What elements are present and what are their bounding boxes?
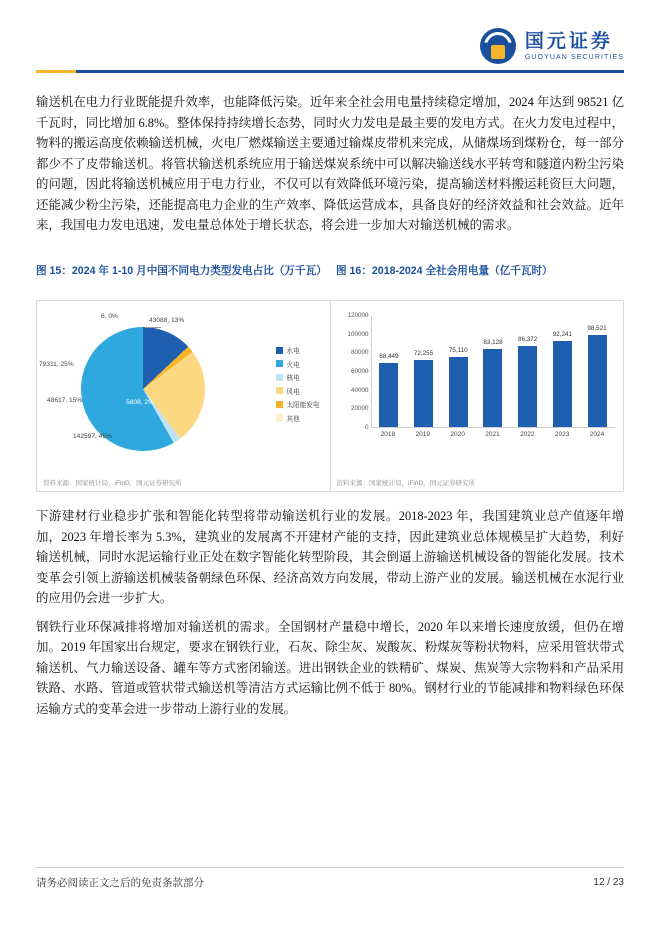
x-tick: 2024 — [589, 431, 605, 438]
figure-16-bar-chart — [331, 301, 624, 491]
bar-value-label: 72,255 — [413, 349, 434, 357]
pie-label-hydro: 43088, 13% — [149, 317, 185, 324]
x-tick: 2023 — [554, 431, 570, 438]
y-tick: 80000 — [350, 349, 369, 357]
bar-column — [547, 330, 577, 427]
logo-name-en: GUOYUAN SECURITIES — [524, 53, 624, 61]
figure-15-pie-chart — [37, 301, 331, 491]
legend-label: 太阳能发电 — [286, 402, 320, 409]
bar-plot — [371, 316, 615, 428]
bar-column — [443, 346, 473, 427]
y-tick: 0 — [364, 423, 369, 431]
legend-item — [276, 345, 320, 355]
legend-item — [276, 359, 320, 369]
x-tick: 2020 — [450, 431, 465, 438]
figure-captions — [36, 264, 624, 279]
pie-label-nuclear: 142597, 45% — [73, 433, 112, 440]
bar-series — [372, 316, 615, 427]
bar-value-label: 68,449 — [379, 353, 399, 361]
bar-value-label: 98,521 — [587, 325, 607, 332]
legend-swatch — [276, 414, 283, 421]
legend-label: 水电 — [286, 348, 300, 355]
legend-swatch — [276, 401, 283, 408]
bar-column — [374, 353, 404, 427]
legend-item — [276, 413, 320, 423]
pie-label-thermal: 5808, 2% — [126, 399, 154, 406]
bar — [518, 346, 537, 427]
x-tick: 2019 — [415, 431, 430, 438]
legend-label: 风电 — [286, 388, 300, 396]
figure-16-caption: 图 16：2018-2024 全社会用电量（亿千瓦时） — [336, 265, 553, 277]
y-tick: 60000 — [350, 367, 369, 375]
legend-swatch — [276, 360, 283, 367]
y-tick: 40000 — [350, 386, 369, 394]
y-tick: 20000 — [350, 405, 369, 413]
company-logo — [480, 28, 624, 64]
legend-swatch — [276, 374, 283, 381]
pie-leader-hydro — [145, 327, 161, 328]
figure-15-source: 资料来源：国家统计局，iFinD，国元证券研究所 — [43, 480, 182, 487]
x-axis-ticks — [371, 431, 615, 438]
x-tick: 2018 — [380, 431, 396, 438]
footer-disclaimer: 请务必阅读正文之后的免责条款部分 — [36, 878, 204, 889]
legend-swatch — [276, 347, 283, 354]
legend-item — [276, 372, 320, 382]
paragraph-2: 下游建材行业稳步扩张和智能化转型将带动输送机行业的发展。2018-2023 年，我国建筑业总产值逐年增加，2023 年增长率为 5.3%，建筑业的发展离不开建材产能的支持，因此建筑业总体规模呈扩大趋势，利好输送机械，同时水泥运输行业正处在数字智能化转型阶段，其会倒逼上游输送机械设备的智能化发展。技术变革会引领上游输送机械装备朝绿色环保、经济高效方向发展，带动上游产业的发展。输送机械在水泥行业的应用仍会进一步扩大。 — [36, 509, 624, 605]
legend-item — [276, 386, 320, 396]
guoyuan-circle-logo-icon — [480, 28, 516, 64]
bar — [483, 349, 502, 427]
header-divider — [36, 70, 624, 73]
pie-label-wind: 48617, 15% — [47, 397, 83, 404]
page-number: 12 / 23 — [593, 877, 624, 888]
x-tick: 2022 — [520, 431, 535, 438]
x-tick: 2021 — [485, 431, 500, 438]
y-tick: 120000 — [347, 312, 369, 319]
pie-label-other: 6, 0% — [101, 313, 118, 320]
bar-column — [513, 336, 543, 427]
y-tick: 100000 — [347, 330, 369, 338]
bar-column — [582, 325, 612, 427]
header-accent-bar — [36, 70, 76, 73]
paragraph-3: 钢铁行业环保减排将增加对输送机的需求。全国钢材产量稳中增长，2020 年以来增长速度放缓，但仍在增加。2019 年国家出台规定，要求在钢铁行业，石灰、除尘灰、炭酸灰、粉煤灰等粉状物料，应采用管状带式输送机、气力输送设备、罐车等方式密闭输送。进出钢铁企业的铁精矿、煤炭、焦炭等大宗物料和产品采用铁路、水路、管道或管状带式输送机等清洁方式运输比例不低于 80%。钢材行业的节能减排和物料绿色环保运输方式的变革会进一步带动上游行业的发展。 — [36, 619, 624, 716]
bar-chart-area — [331, 307, 624, 467]
page-footer — [36, 875, 624, 890]
logo-name-cn: 国元证券 — [524, 30, 613, 52]
body-bottom — [36, 506, 624, 725]
bar — [588, 335, 607, 427]
bar — [414, 360, 433, 427]
bar — [553, 341, 572, 427]
legend-label: 其他 — [286, 415, 300, 423]
charts-panel — [36, 300, 624, 492]
page-header — [0, 0, 660, 78]
bar-value-label: 86,372 — [518, 336, 538, 344]
bar-value-label: 75,110 — [448, 346, 468, 354]
footer-divider — [36, 867, 624, 868]
bar-column — [409, 349, 439, 427]
pie-area — [37, 301, 251, 471]
paragraph-1: 输送机在电力行业既能提升效率，也能降低污染。近年来全社会用电量持续稳定增加，2024 年达到 98521 亿千瓦时，同比增加 6.8%。整体保持持续增长态势，同时火力发电是最主要的发电方式。在火力发电过程中，物料的搬运高度依赖输送机械，火电厂燃煤输送主要通过输煤皮带机来完成，从储煤场到煤粉仓，每一部分都少不了皮带输送机。将管状输送机系统应用于输送煤炭系统中可以解决输送线水平转弯和隧道内粉尘污染的问题，因此将输送机械应用于电力行业，不仅可以有效降低环境污染，提高输送材料搬运耗资巨大问题，还能减少粉尘污染，还能提高电力企业的生产效率、降低运营成本，具备良好的经济效益和社会效益。近年来，我国电力发电迅速，发电量总体处于增长状态，将会进一步加大对输送机械的需求。 — [36, 95, 624, 232]
y-axis-ticks — [335, 313, 369, 431]
bar — [379, 363, 398, 427]
pie-label-solar: 79311, 25% — [39, 361, 74, 368]
pie-legend — [276, 345, 320, 423]
figure-16-source: 资料来源：国家统计局，iFinD，国元证券研究所 — [336, 480, 476, 487]
figure-15-caption: 图 15：2024 年 1-10 月中国不同电力类型发电占比（万千瓦） — [36, 265, 327, 277]
logo-text — [525, 32, 624, 61]
legend-label: 核电 — [286, 375, 300, 382]
bar-column — [478, 339, 508, 427]
bar — [449, 357, 468, 427]
legend-swatch — [276, 387, 283, 394]
body-top — [36, 92, 624, 242]
legend-label: 火电 — [286, 361, 300, 369]
legend-item — [276, 399, 320, 409]
bar-value-label: 83,128 — [483, 339, 503, 347]
bar-value-label: 92,241 — [552, 330, 572, 338]
